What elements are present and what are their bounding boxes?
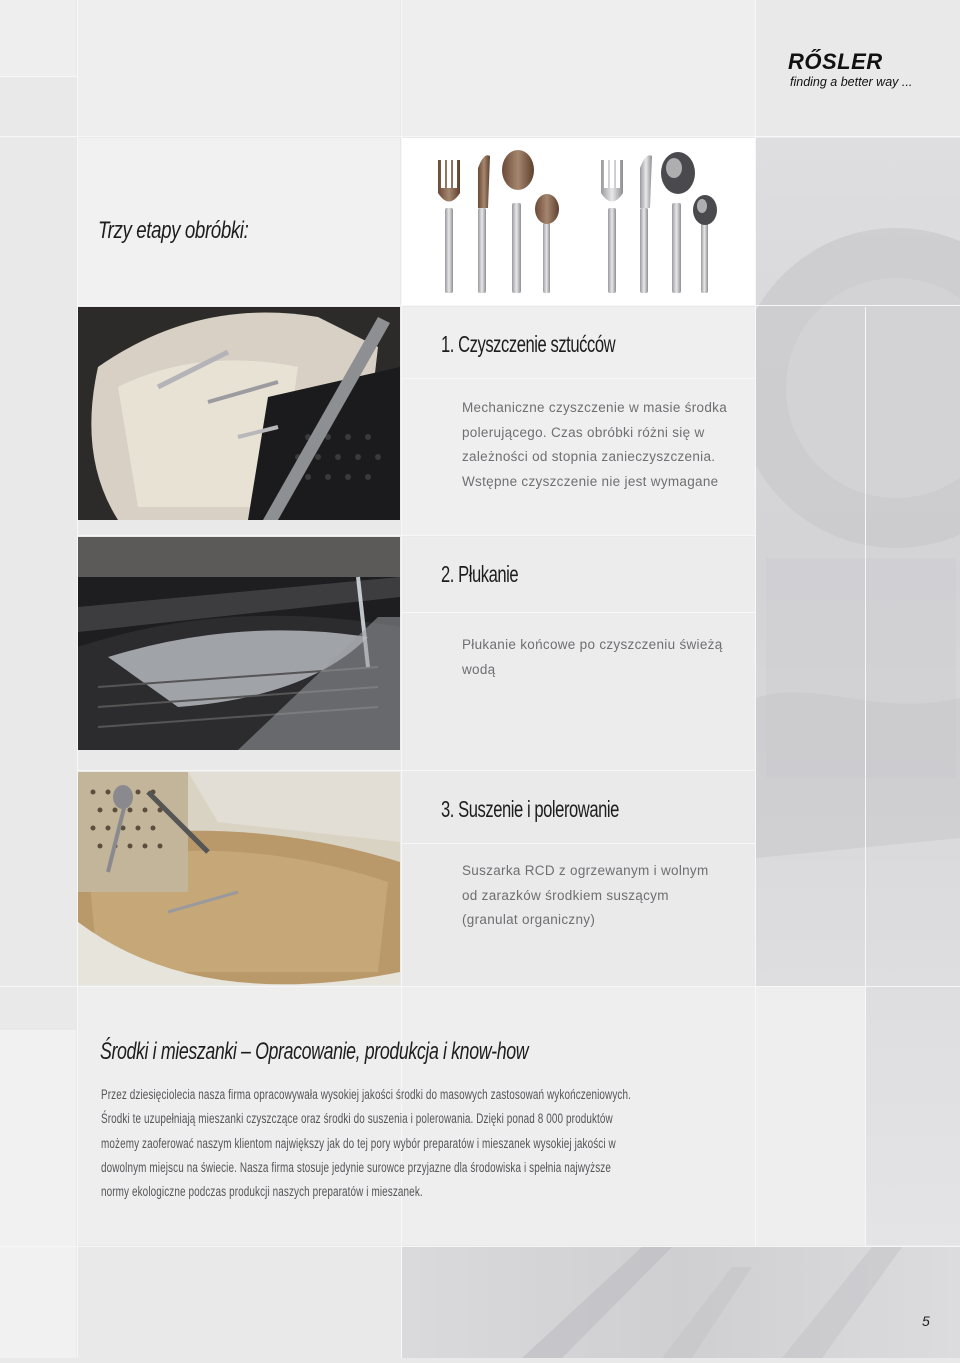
- header-panel-left: [0, 0, 76, 76]
- page-number: 5: [922, 1313, 930, 1329]
- section-line-5: normy ekologiczne podczas produkcji naszych preparatów i mieszanek.: [101, 1184, 423, 1200]
- step1-title: 1. Czyszczenie sztućców: [441, 331, 616, 357]
- step2-description: [462, 633, 752, 682]
- step2-line-1: Płukanie końcowe po czyszczeniu świeżą: [462, 637, 723, 652]
- cutlery-photo: [402, 138, 755, 305]
- step2-title: 2. Płukanie: [441, 561, 519, 587]
- step1-line-1: Mechaniczne czyszczenie w masie środka: [462, 400, 727, 415]
- section-title: Środki i mieszanki – Opracowanie, produkcja i know-how: [100, 1038, 529, 1065]
- logo-tagline: finding a better way ...: [790, 75, 913, 89]
- section-body: [101, 1083, 836, 1204]
- left-margin-panel: [0, 1030, 76, 1358]
- step1-line-3: zależności od stopnia zanieczyszczenia.: [462, 449, 716, 464]
- footer-photo: [402, 1247, 960, 1358]
- section-line-1: Przez dziesięciolecia nasza firma opracowywała wysokiej jakości środki do masowych zastosowań wykończeniowych.: [101, 1087, 631, 1102]
- step1-line-2: polerującego. Czas obróbki różni się w: [462, 424, 705, 440]
- brand-logo: [788, 50, 913, 95]
- logo-text: RŐSLER: [788, 49, 883, 74]
- step3-line-1: Suszarka RCD z ogrzewanym i wolnym: [462, 863, 709, 878]
- step3-line-3: (granulat organiczny): [462, 912, 596, 927]
- header-panel-mid: [402, 0, 755, 136]
- step3-line-2: od zarazków środkiem suszącym: [462, 887, 669, 903]
- section-line-3: możemy zaoferować naszym klientom największy jak do tej pory wybór preparatów i mieszanek wysokiej jakości w: [101, 1135, 616, 1151]
- intro-title: Trzy etapy obróbki:: [98, 217, 249, 244]
- step2-line-2: wodą: [462, 661, 496, 677]
- cleaning-photo: [78, 307, 400, 520]
- step1-line-4: Wstępne czyszczenie nie jest wymagane: [462, 473, 719, 489]
- step3-description: [462, 859, 752, 933]
- rinsing-photo: [78, 537, 400, 750]
- section-line-4: dowolnym miejscu na świecie. Nasza firma stosuje jedynie surowce przyjazne dla środowiska i spełnia najwyższe: [101, 1159, 612, 1175]
- section-line-2: Środki te uzupełniają mieszanki czyszczące oraz środki do suszenia i polerowania. Dzięki ponad 8 000 produktów: [101, 1111, 613, 1127]
- step3-title: 3. Suszenie i polerowanie: [441, 796, 619, 822]
- drying-photo: [78, 772, 400, 985]
- step1-description: [462, 396, 752, 494]
- header-panel: [78, 0, 400, 136]
